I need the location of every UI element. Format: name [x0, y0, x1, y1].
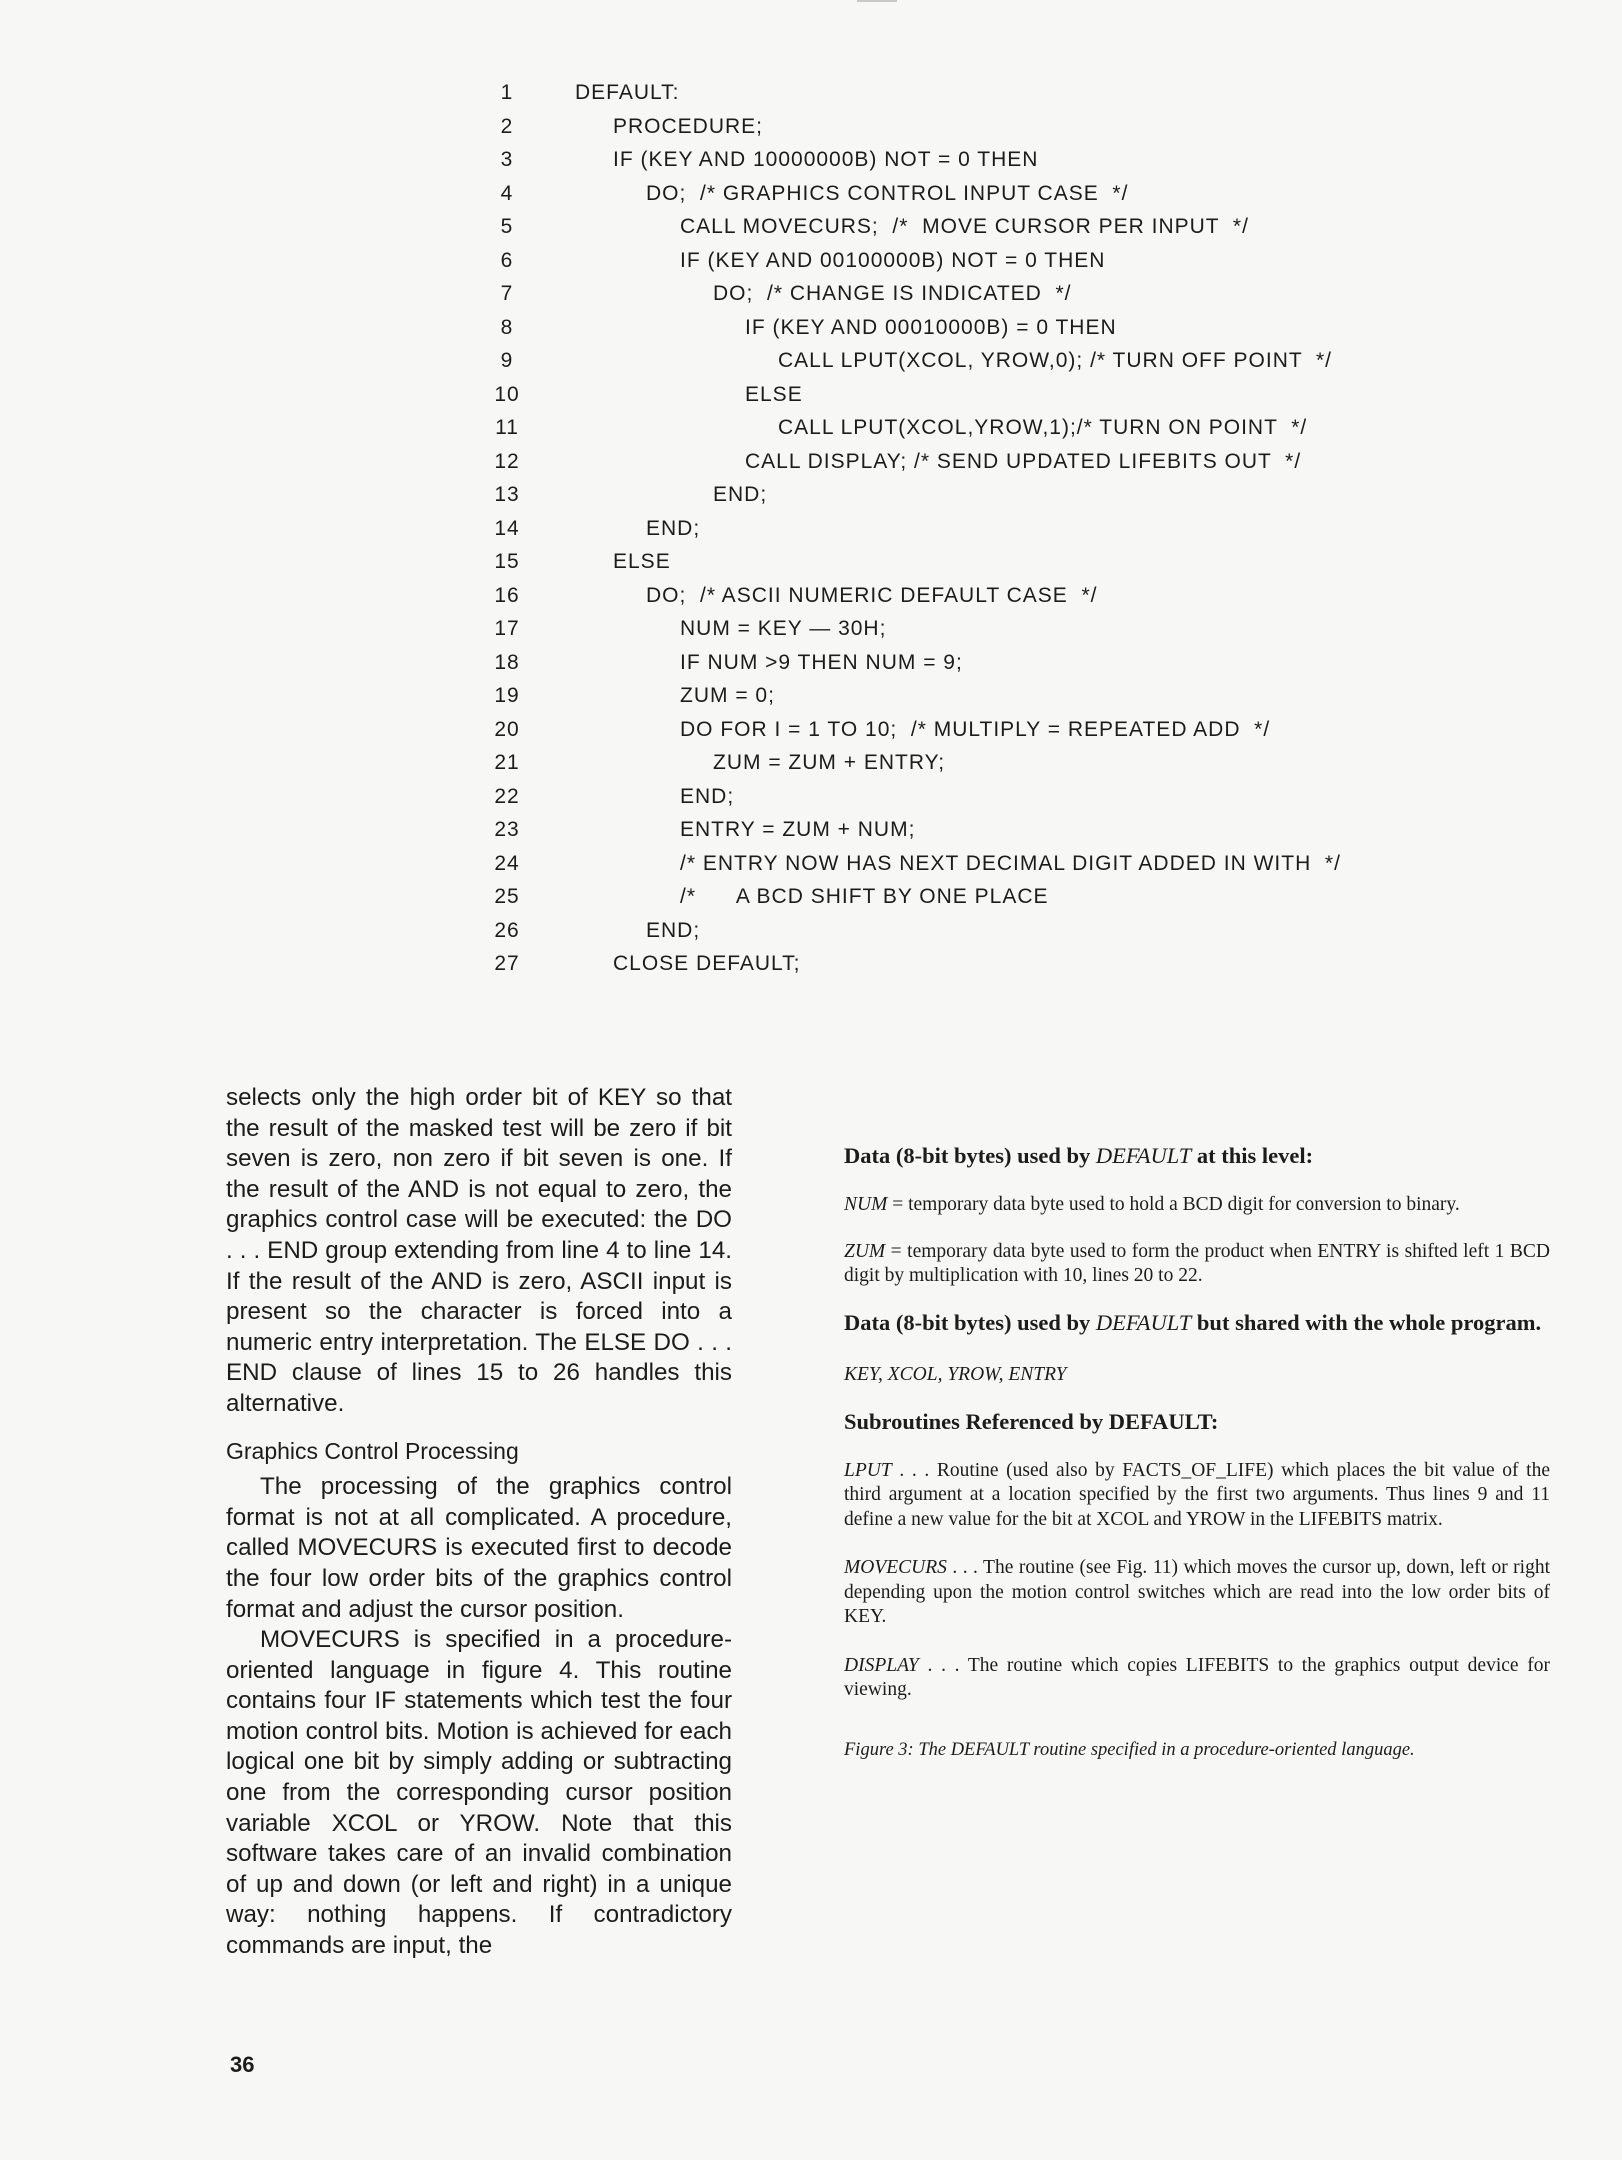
code-text: DEFAULT:	[575, 81, 680, 104]
right-column	[844, 1140, 1550, 1763]
line-number: 17	[494, 617, 520, 640]
code-text: ZUM = 0;	[680, 684, 775, 707]
code-text: /* ENTRY NOW HAS NEXT DECIMAL DIGIT ADDED IN WITH */	[680, 851, 1341, 875]
code-line	[480, 277, 1480, 311]
code-listing	[480, 76, 1480, 981]
left-column	[226, 1083, 732, 1962]
line-number: 6	[500, 248, 514, 272]
line-number: 9	[500, 349, 514, 372]
local-data-heading: Data (8-bit bytes) used by DEFAULT at this level:	[844, 1143, 1314, 1168]
code-text: DO; /* CHANGE IS INDICATED */	[713, 282, 1072, 305]
code-line	[480, 780, 1480, 814]
code-line	[480, 746, 1480, 780]
code-text: CLOSE DEFAULT;	[613, 952, 801, 975]
body-paragraph: MOVECURS is specified in a procedure-oriented language in figure 4. This routine contains four IF statements which test the four motion control bits. Motion is achieved for each logical one bit by simply adding or subtracting one from the corresponding cursor position variable XCOL or YROW. Note that this software takes care of an invalid combination of up and down (or left and right) in a unique way: nothing happens. If contradictory commands are input, the	[226, 1626, 732, 1960]
line-number: 20	[494, 717, 520, 741]
body-paragraph: The processing of the graphics control format is not at all complicated. A procedure, called MOVECURS is executed first to decode the four low order bits of the graphics control format and adjust the cursor position.	[226, 1473, 732, 1623]
line-number: 11	[495, 416, 519, 439]
page-number: 36	[230, 2052, 255, 2077]
body-paragraph: selects only the high order bit of KEY so that the result of the masked test will be zero if bit seven is zero, non zero if bit seven is one. If the result of the AND is not equal to zero, the graphics control case will be executed: the DO . . . END group extending from line 4 to line 14. If the result of the AND is zero, ASCII input is present so the character is forced into a numeric entry interpretation. The ELSE DO . . . END clause of lines 15 to 26 handles this alternative.	[226, 1084, 732, 1417]
code-text: DO; /* ASCII NUMERIC DEFAULT CASE */	[646, 583, 1098, 607]
movecurs-definition: MOVECURS . . . The routine (see Fig. 11) which moves the cursor up, down, left or right depending upon the motion control switches which are read into the low order bits of KEY.	[844, 1557, 1550, 1627]
line-number: 2	[500, 114, 514, 138]
code-line	[480, 713, 1480, 747]
section-heading: Graphics Control Processing	[226, 1437, 519, 1464]
code-text: IF (KEY AND 00100000B) NOT = 0 THEN	[680, 248, 1106, 272]
code-line	[480, 210, 1480, 244]
line-number: 5	[500, 215, 514, 238]
code-line	[480, 378, 1480, 412]
code-line	[480, 244, 1480, 278]
code-line	[480, 947, 1480, 981]
line-number: 14	[494, 516, 520, 540]
line-number: 19	[494, 684, 520, 707]
code-line	[480, 579, 1480, 613]
code-line	[480, 177, 1480, 211]
code-text: IF (KEY AND 10000000B) NOT = 0 THEN	[613, 148, 1039, 171]
code-text: ELSE	[613, 550, 671, 573]
line-number: 22	[494, 784, 520, 808]
code-text: ZUM = ZUM + ENTRY;	[713, 751, 946, 774]
num-definition: NUM = temporary data byte used to hold a BCD digit for conversion to binary.	[844, 1194, 1460, 1215]
code-line	[480, 143, 1480, 177]
code-text: CALL LPUT(XCOL,YROW,1);/* TURN ON POINT */	[778, 416, 1308, 439]
line-number: 7	[500, 282, 514, 305]
line-number: 27	[494, 952, 520, 975]
code-text: NUM = KEY — 30H;	[680, 617, 887, 640]
line-number: 15	[494, 550, 520, 573]
line-number: 26	[494, 918, 520, 942]
line-number: 16	[494, 583, 520, 607]
lput-definition: LPUT . . . Routine (used also by FACTS_OF_LIFE) which places the bit value of the third argument at a location specified by the first two arguments. Thus lines 9 and 11 define a new value for the bit at XCOL and YROW in the LIFEBITS matrix.	[844, 1459, 1550, 1530]
line-number: 18	[494, 650, 520, 674]
code-text: END;	[680, 784, 735, 808]
code-line	[480, 478, 1480, 512]
code-line	[480, 646, 1480, 680]
line-number: 3	[500, 148, 514, 171]
code-line	[480, 344, 1480, 378]
code-line	[480, 545, 1480, 579]
line-number: 12	[494, 449, 520, 473]
shared-data-heading: Data (8-bit bytes) used by DEFAULT but shared with the whole program.	[844, 1309, 1542, 1335]
code-line	[480, 612, 1480, 646]
line-number: 13	[494, 483, 520, 506]
code-line	[480, 880, 1480, 914]
code-text: ENTRY = ZUM + NUM;	[680, 818, 916, 841]
code-text: CALL MOVECURS; /* MOVE CURSOR PER INPUT */	[680, 215, 1249, 238]
shared-variables: KEY, XCOL, YROW, ENTRY	[844, 1363, 1067, 1385]
code-line	[480, 512, 1480, 546]
code-text: IF (KEY AND 00010000B) = 0 THEN	[745, 315, 1117, 339]
scan-mark	[857, 0, 897, 2]
code-line	[480, 411, 1480, 445]
line-number: 8	[500, 315, 514, 339]
code-line	[480, 847, 1480, 881]
line-number: 25	[494, 885, 520, 908]
subroutines-heading: Subroutines Referenced by DEFAULT:	[844, 1408, 1219, 1434]
code-text: /* A BCD SHIFT BY ONE PLACE	[680, 885, 1049, 908]
zum-definition: ZUM = temporary data byte used to form the product when ENTRY is shifted left 1 BCD digit by multiplication with 10, lines 20 to 22.	[844, 1240, 1550, 1286]
code-line	[480, 445, 1480, 479]
code-line	[480, 311, 1480, 345]
code-line	[480, 813, 1480, 847]
line-number: 10	[494, 382, 520, 406]
code-text: END;	[713, 483, 768, 506]
code-text: END;	[646, 516, 701, 540]
code-line	[480, 914, 1480, 948]
code-line	[480, 679, 1480, 713]
code-text: DO; /* GRAPHICS CONTROL INPUT CASE */	[646, 181, 1129, 205]
code-text: CALL DISPLAY; /* SEND UPDATED LIFEBITS OUT */	[745, 449, 1302, 473]
code-text: PROCEDURE;	[613, 114, 764, 138]
code-line	[480, 76, 1480, 110]
code-text: END;	[646, 918, 701, 942]
line-number: 21	[494, 751, 520, 774]
code-text: DO FOR I = 1 TO 10; /* MULTIPLY = REPEATED ADD */	[680, 717, 1271, 741]
code-text: IF NUM >9 THEN NUM = 9;	[680, 650, 963, 674]
line-number: 24	[494, 851, 520, 875]
line-number: 1	[500, 81, 514, 104]
code-text: CALL LPUT(XCOL, YROW,0); /* TURN OFF POINT */	[778, 349, 1332, 372]
display-definition: DISPLAY . . . The routine which copies LIFEBITS to the graphics output device for viewing.	[844, 1654, 1550, 1700]
code-line	[480, 110, 1480, 144]
figure-caption: Figure 3: The DEFAULT routine specified in a procedure-oriented language.	[844, 1739, 1415, 1760]
code-text: ELSE	[745, 382, 803, 406]
line-number: 4	[500, 181, 514, 205]
line-number: 23	[494, 818, 520, 841]
